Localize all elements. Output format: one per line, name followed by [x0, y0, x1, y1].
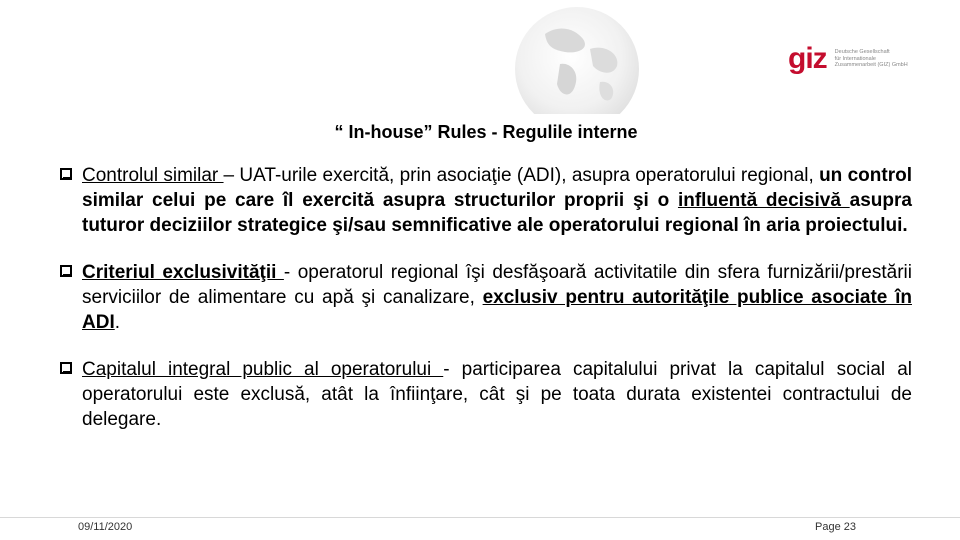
- checkbox-bullet-icon: [60, 362, 72, 374]
- bullet-segment: Capitalul integral public al operatorului: [82, 359, 444, 380]
- footer-page-number: Page 23: [815, 521, 856, 533]
- bullet-segment: Controlul similar: [82, 165, 224, 186]
- bullet-segment: Criteriul exclusivităţii: [82, 262, 284, 283]
- bullet-segment: .: [114, 312, 121, 333]
- bullet-segment: – UAT-urile exercită, prin asociaţie (ADI), asupra operatorului regional,: [223, 165, 820, 186]
- logo-line: Deutsche Gesellschaft: [834, 49, 890, 56]
- checkbox-bullet-icon: [60, 265, 72, 277]
- bullet-segment: influentă decisivă: [677, 190, 850, 211]
- checkbox-bullet-icon: [60, 168, 72, 180]
- bullet-segment: exclusiv pentru autorităţile publice asociate în ADI: [82, 287, 912, 333]
- globe-graphic: [505, 4, 650, 114]
- bullet-segment: un control similar celui pe care îl exercită asupra structurilor proprii şi o: [82, 165, 912, 211]
- bullet-item: [60, 163, 912, 238]
- bullet-segment: asupra tuturor deciziilor strategice şi/sau semnificative ale operatorului regional în aria proiectului.: [82, 190, 912, 236]
- logo-text: [835, 49, 925, 69]
- giz-logo: [788, 44, 925, 74]
- logo-line: Zusammenarbeit (GIZ) GmbH: [834, 62, 908, 69]
- bullet-list: [60, 163, 912, 454]
- footer-date: 09/11/2020: [78, 521, 133, 533]
- bullet-segment: - participarea capitalului privat la capitalul social al operatorului este exclusă, atât la înfiinţare, cât şi pe toata durata existentei contractului de delegare.: [82, 359, 912, 430]
- bullet-item: [60, 260, 912, 335]
- slide-title: “ In-house” Rules - Regulile interne: [334, 122, 638, 142]
- bullet-segment: - operatorul regional îşi desfăşoară activitatile din sfera furnizării/prestării serviciilor de alimentare cu apă şi canalizare,: [82, 262, 912, 308]
- bullet-item: [60, 357, 912, 432]
- logo-line: für Internationale: [834, 55, 876, 62]
- logo-mark: giz: [788, 42, 827, 75]
- footer-divider: [0, 517, 960, 518]
